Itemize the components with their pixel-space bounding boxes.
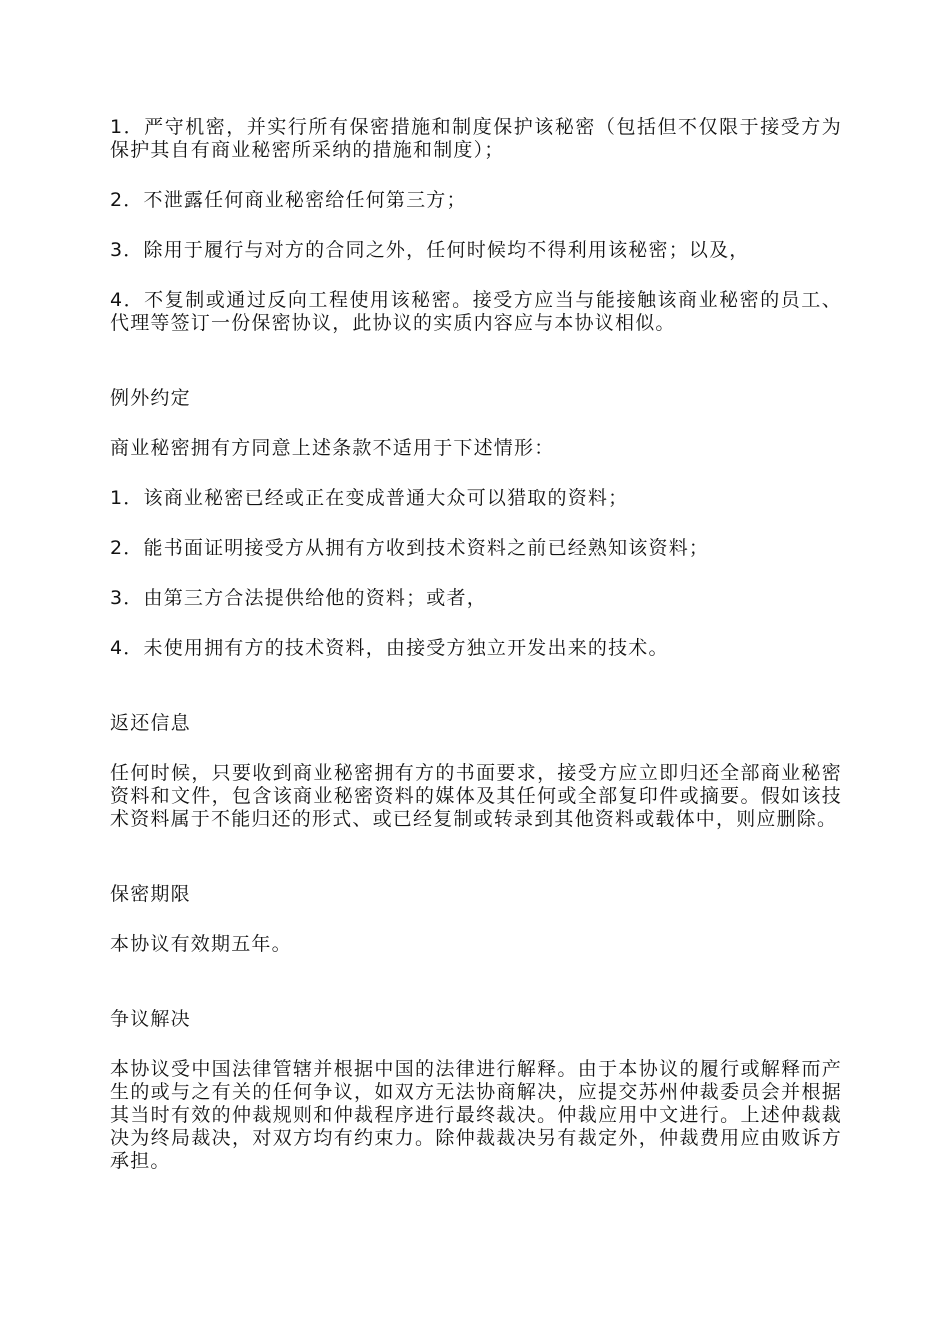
obligation-item-1: 1．严守机密，并实行所有保密措施和制度保护该秘密（包括但不仅限于接受方为保护其自有商业秘密所采纳的措施和制度）；	[110, 116, 842, 161]
return-info-heading: 返还信息	[110, 712, 191, 734]
obligation-item-4: 4．不复制或通过反向工程使用该秘密。接受方应当与能接触该商业秘密的员工、代理等签订一份保密协议，此协议的实质内容应与本协议相似。	[110, 289, 842, 334]
document-page	[110, 116, 842, 1173]
exception-item-1: 1．该商业秘密已经或正在变成普通大众可以猎取的资料；	[110, 487, 629, 509]
exceptions-heading: 例外约定	[110, 387, 191, 409]
obligation-item-2: 2．不泄露任何商业秘密给任何第三方；	[110, 189, 467, 211]
return-info-body: 任何时候，只要收到商业秘密拥有方的书面要求，接受方应立即归还全部商业秘密资料和文件，包含该商业秘密资料的媒体及其任何或全部复印件或摘要。假如该技术资料属于不能归还的形式、或已经复制或转录到其他资料或载体中，则应删除。	[110, 762, 842, 830]
dispute-body: 本协议受中国法律管辖并根据中国的法律进行解释。由于本协议的履行或解释而产生的或与之有关的任何争议，如双方无法协商解决，应提交苏州仲裁委员会并根据其当时有效的仲裁规则和仲裁程序进行最终裁决。仲裁应用中文进行。上述仲裁裁决为终局裁决，对双方均有约束力。除仲裁裁决另有裁定外，仲裁费用应由败诉方承担。	[110, 1058, 842, 1172]
term-body: 本协议有效期五年。	[110, 933, 292, 955]
exception-item-4: 4．未使用拥有方的技术资料，由接受方独立开发出来的技术。	[110, 637, 669, 659]
exception-item-3: 3．由第三方合法提供给他的资料；或者，	[110, 587, 487, 609]
exceptions-intro: 商业秘密拥有方同意上述条款不适用于下述情形：	[110, 437, 555, 459]
term-heading: 保密期限	[110, 883, 191, 905]
dispute-heading: 争议解决	[110, 1008, 191, 1030]
exception-item-2: 2．能书面证明接受方从拥有方收到技术资料之前已经熟知该资料；	[110, 537, 710, 559]
obligation-item-3: 3．除用于履行与对方的合同之外，任何时候均不得利用该秘密；以及，	[110, 239, 750, 261]
